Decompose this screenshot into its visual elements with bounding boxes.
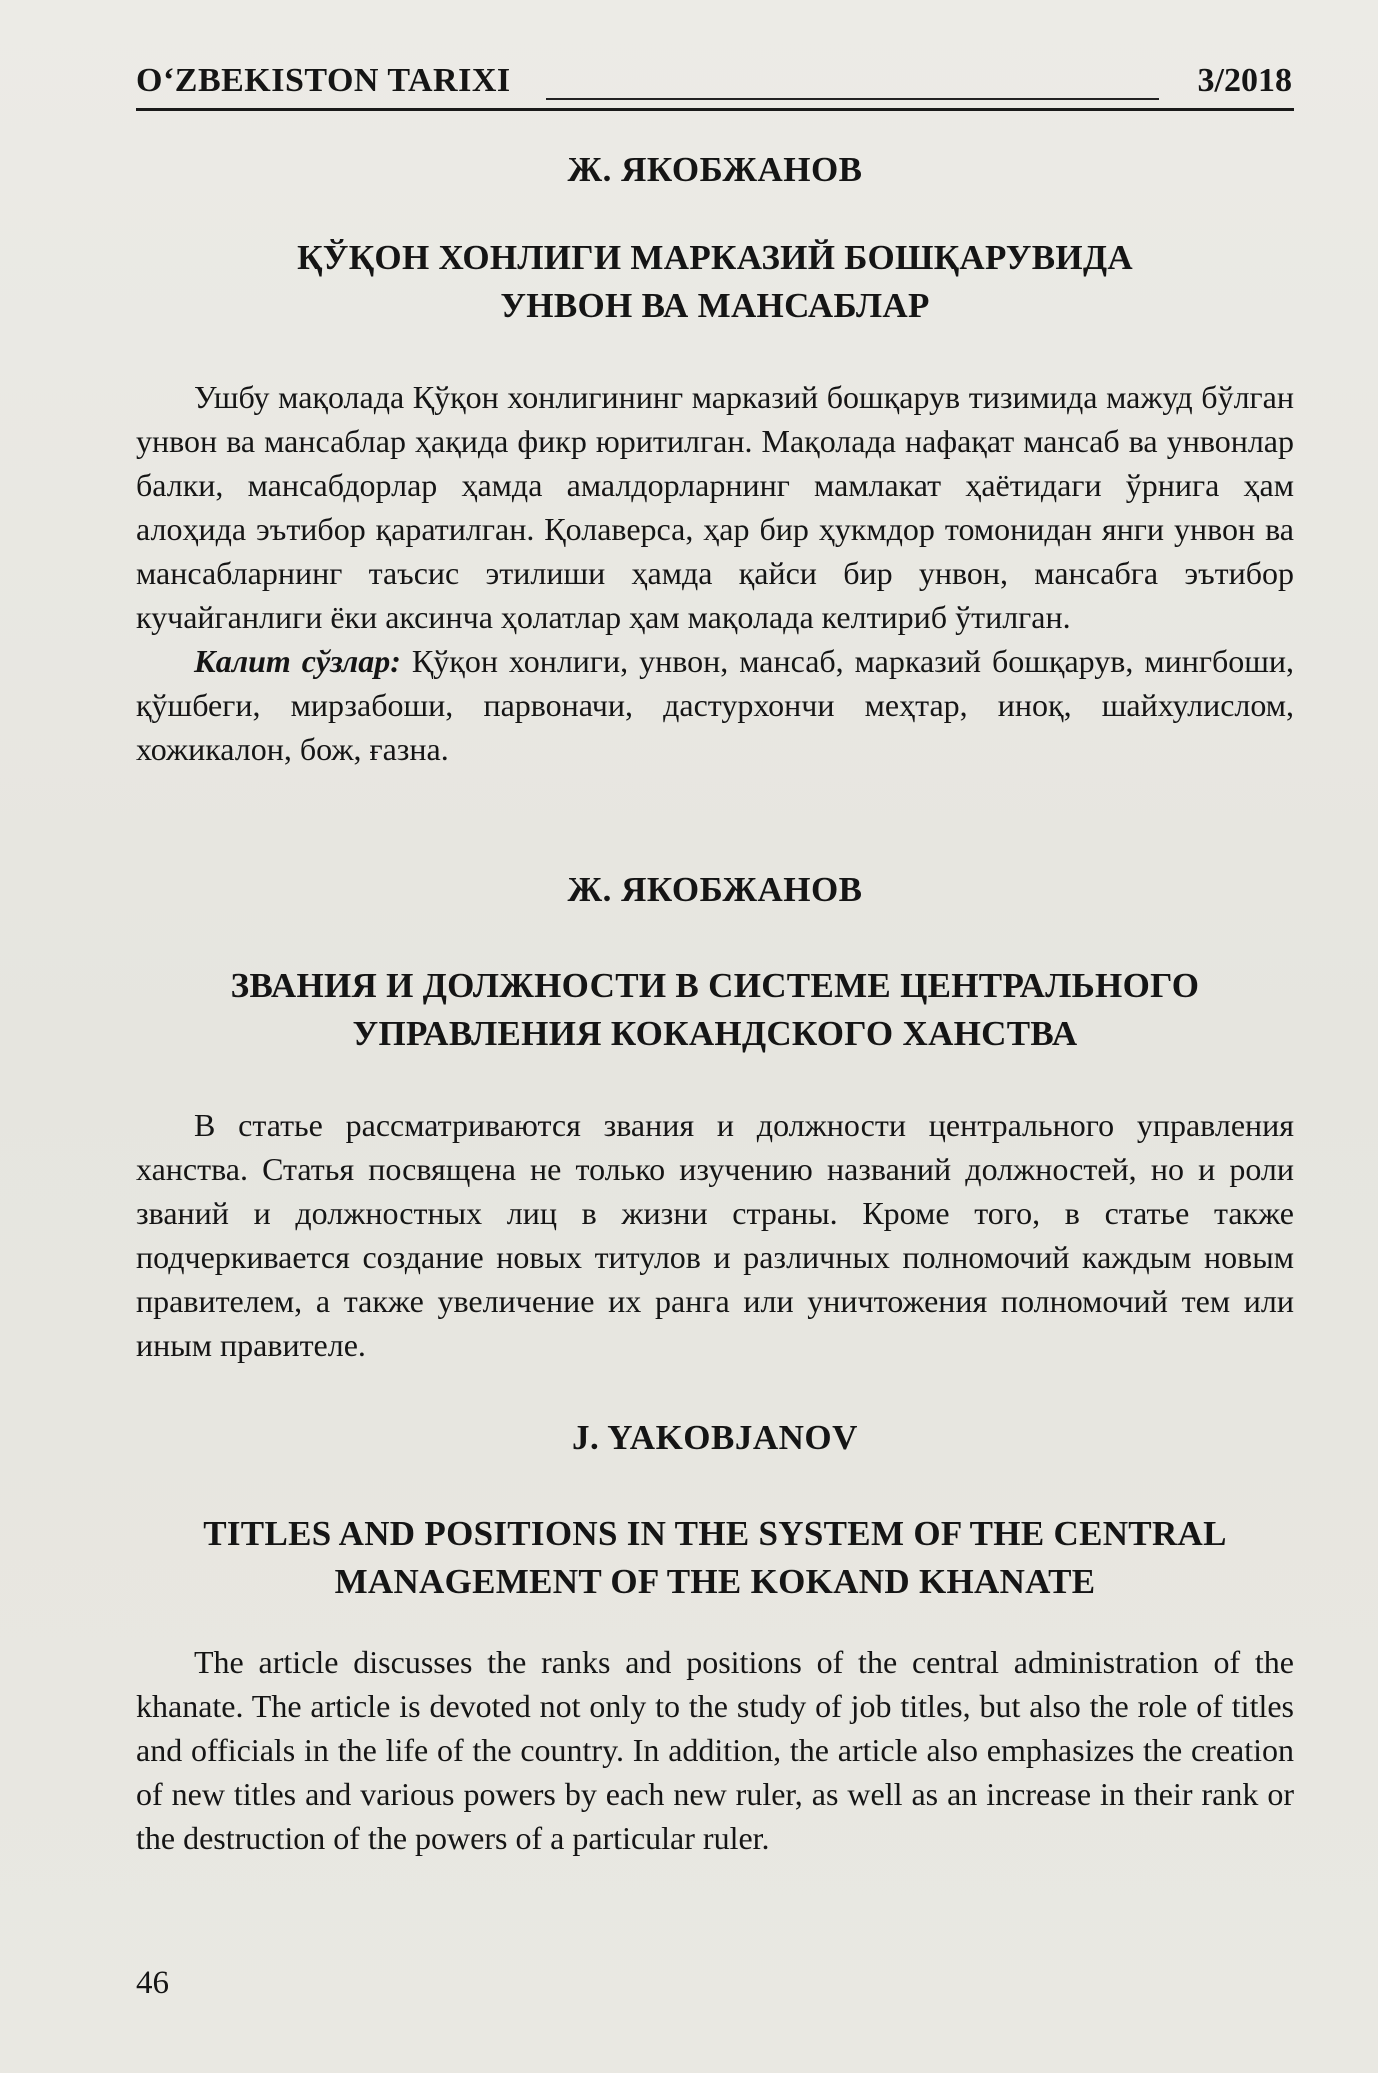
- uzbek-abstract: Ушбу мақолада Қўқон хонлигининг марказий бошқарув тизимида мажуд бўлган унвон ва мансаблар ҳақида фикр юритилган. Мақолада нафақат мансаб ва унвонлар балки, мансабдорлар ҳамда амалдорларнинг мамлакат ҳаётидаги ўрнига ҳам алоҳида эътибор қаратилган. Қолаверса, ҳар бир ҳукмдор томонидан янги унвон ва мансабларнинг таъсис этилиши ҳамда қайси бир унвон, мансабга эътибор кучайганлиги ёки аксинча ҳолатлар ҳам мақолада келтириб ўтилган.: [136, 379, 1294, 635]
- russian-title-block: [136, 962, 1294, 1058]
- uzbek-abstract-block: [136, 375, 1294, 771]
- journal-name: O‘ZBEKISTON TARIXI: [136, 62, 511, 99]
- page-number: 46: [136, 1965, 169, 2001]
- russian-title-line-1: ЗВАНИЯ И ДОЛЖНОСТИ В СИСТЕМЕ ЦЕНТРАЛЬНОГО: [230, 966, 1200, 1005]
- uzbek-author: Ж. ЯКОБЖАНОВ: [567, 150, 863, 189]
- uzbek-title-block: [136, 234, 1294, 330]
- english-title-block: [136, 1510, 1294, 1606]
- english-author: J. YAKOBJANOV: [572, 1418, 858, 1457]
- russian-author: Ж. ЯКОБЖАНОВ: [567, 870, 863, 909]
- russian-title-line-2: УПРАВЛЕНИЯ КОКАНДСКОГО ХАНСТВА: [352, 1014, 1078, 1053]
- keywords-text: Қўқон хонлиги, унвон, мансаб, марказий бошқарув, мингбоши, қўшбеги, мирзабоши, парвоначи, дастурхончи меҳтар, иноқ, шайхулислом, хожикалон, бож, ғазна.: [136, 643, 1294, 767]
- english-abstract-block: [136, 1640, 1294, 1860]
- issue-number: 3/2018: [1197, 62, 1292, 99]
- running-header: [136, 58, 1294, 111]
- english-author-block: [136, 1418, 1294, 1458]
- english-abstract: The article discusses the ranks and positions of the central administration of the khanate. The article is devoted not only to the study of job titles, but also the role of titles and officials in the life of the country. In addition, the article also emphasizes the creation of new titles and various powers by each new ruler, as well as an increase in their rank or the destruction of the powers of a particular ruler.: [136, 1644, 1294, 1856]
- header-rule: [546, 98, 1159, 100]
- english-title-line-2: MANAGEMENT OF THE KOKAND KHANATE: [334, 1562, 1096, 1601]
- uzbek-title-line-2: УНВОН ВА МАНСАБЛАР: [500, 286, 930, 325]
- uzbek-keywords: [136, 639, 1294, 771]
- russian-abstract-block: [136, 1103, 1294, 1367]
- russian-abstract: В статье рассматриваются звания и должности центрального управления ханства. Статья посвящена не только изучению названий должностей, но и роли званий и должностных лиц в жизни страны. Кроме того, в статье также подчеркивается создание новых титулов и различных полномочий каждым новым правителем, а также увеличение их ранга или уничтожения полномочий тем или иным правителе.: [136, 1107, 1294, 1363]
- uzbek-title-line-1: ҚЎҚОН ХОНЛИГИ МАРКАЗИЙ БОШҚАРУВИДА: [297, 238, 1133, 277]
- russian-author-block: [136, 870, 1294, 910]
- english-title-line-1: TITLES AND POSITIONS IN THE SYSTEM OF THE CENTRAL: [203, 1514, 1227, 1553]
- uzbek-author-block: [136, 150, 1294, 190]
- keywords-label: Калит сўзлар:: [194, 643, 401, 679]
